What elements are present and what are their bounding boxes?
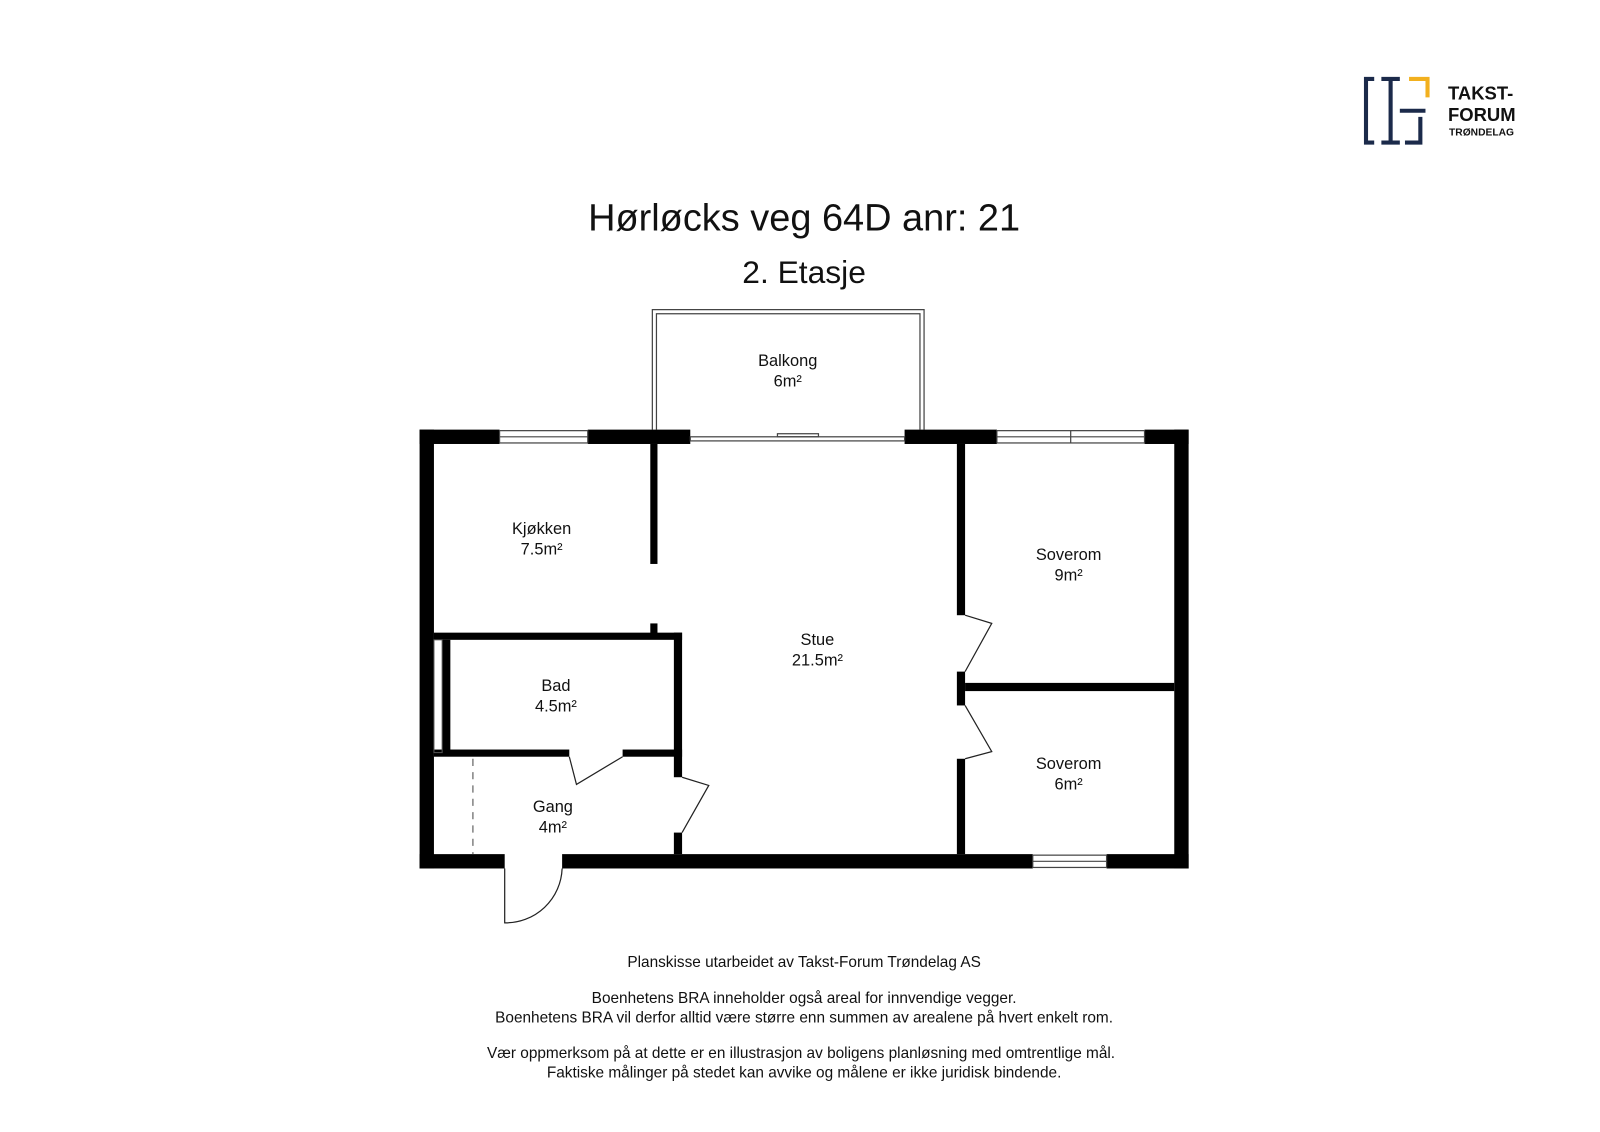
logo-line1: TAKST- <box>1448 82 1514 104</box>
door-swings <box>505 615 992 923</box>
room-name-soverom-1: Soverom <box>1035 545 1102 564</box>
footer-note-1: Boenhetens BRA inneholder også areal for innvendige vegger. <box>591 989 1017 1007</box>
floor-subtitle: 2. Etasje <box>742 253 866 290</box>
logo-line2: FORUM <box>1448 103 1516 125</box>
room-name-kjokken: Kjøkken <box>511 520 572 539</box>
door-soverom-6 <box>965 705 992 758</box>
room-name-stue: Stue <box>800 630 835 649</box>
windows <box>500 431 1145 868</box>
room-area-bad: 4.5m² <box>535 697 577 716</box>
room-name-bad: Bad <box>541 677 571 696</box>
footer-note-4: Faktiske målinger på stedet kan avvike og målene er ikke juridisk bindende. <box>546 1064 1062 1082</box>
room-area-balkong: 6m² <box>773 372 802 391</box>
footer-note-2: Boenhetens BRA vil derfor alltid være større enn summen av arealene på hvert enkelt rom. <box>495 1009 1114 1027</box>
door-gang <box>682 777 709 832</box>
room-area-soverom-2: 6m² <box>1054 775 1083 794</box>
footer-credit: Planskisse utarbeidet av Takst-Forum Trøndelag AS <box>627 953 981 971</box>
takst-forum-logo <box>1366 79 1516 143</box>
room-area-stue: 21.5m² <box>791 651 843 670</box>
room-name-soverom-2: Soverom <box>1035 755 1102 774</box>
sliding-door <box>690 434 904 441</box>
room-name-balkong: Balkong <box>758 352 818 371</box>
room-area-soverom-1: 9m² <box>1054 566 1083 585</box>
room-area-gang: 4m² <box>538 818 568 837</box>
room-name-gang: Gang <box>532 798 573 817</box>
door-soverom-9 <box>965 615 992 671</box>
logo-line3: TRØNDELAG <box>1449 127 1514 139</box>
room-area-kjokken: 7.5m² <box>520 540 563 559</box>
door-bad <box>569 757 622 785</box>
page-title: Hørløcks veg 64D anr: 21 <box>588 197 1021 240</box>
bad-shaft <box>434 640 442 753</box>
footer-note-3: Vær oppmerksom på at dette er en illustrasjon av boligens planløsning med omtrentlige mål. <box>486 1045 1116 1063</box>
door-entrance <box>505 868 562 922</box>
